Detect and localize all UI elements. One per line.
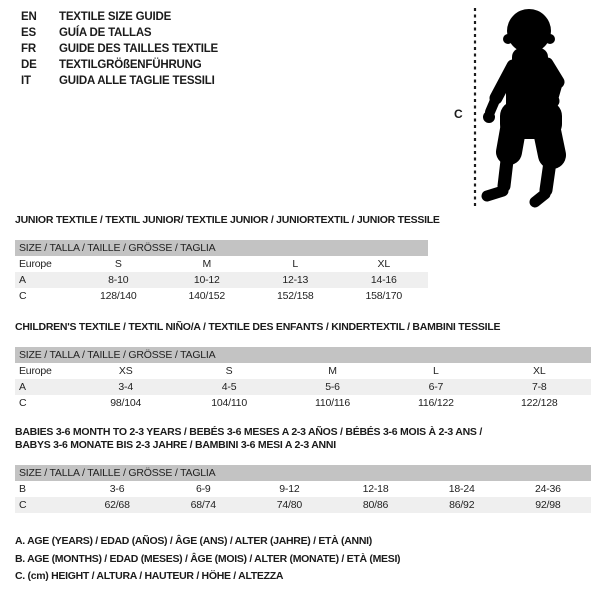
height-cell: 158/170 [365,290,403,302]
junior-table [15,256,428,304]
age-cell: 12-13 [251,272,340,288]
table-row [15,395,591,411]
table-row [15,497,591,513]
row-label: A [15,379,74,395]
row-label: A [15,272,74,288]
height-cell: 140/152 [188,290,226,302]
size-cell: M [202,258,212,270]
language-label: TEXTILE SIZE GUIDE [59,11,172,23]
language-row [21,57,218,73]
height-cell: 152/158 [276,290,314,302]
age-cell: 18-24 [448,483,475,495]
language-code: EN [21,11,37,23]
table-title-group [15,214,440,227]
age-cell: 6-9 [195,483,211,495]
language-code: FR [21,43,36,55]
height-cell: 74/80 [246,497,332,513]
table-row [15,363,591,379]
age-cell: 14-16 [340,272,429,288]
language-label: TEXTILGRÖßENFÜHRUNG [59,59,202,71]
age-cell: 8-10 [74,272,163,288]
table-row [15,272,428,288]
height-cell: 128/140 [99,290,137,302]
size-cell: XS [118,365,133,377]
row-label: B [19,483,26,495]
age-cell: 10-12 [163,272,252,288]
height-marker-label: C [454,107,463,121]
table-title-group [15,321,591,334]
size-header-band: SIZE / TALLA / TAILLE / GRÖSSE / TAGLIA [15,240,428,256]
row-label: C [19,290,27,302]
language-code: DE [21,59,37,71]
baby-silhouette-figure [440,0,600,215]
height-cell: 92/98 [505,497,591,513]
age-cell: 12-18 [362,483,389,495]
table-row [15,481,591,497]
legend-notes [15,533,400,586]
size-cell: XL [533,365,546,377]
table-title: JUNIOR TEXTILE / TEXTIL JUNIOR/ TEXTILE JUNIOR / JUNIORTEXTIL / JUNIOR TESSILE [15,214,440,226]
size-table-children [15,321,591,411]
size-cell: M [328,365,337,377]
language-row [21,25,218,41]
row-label: C [15,497,74,513]
note-age-months: B. AGE (MONTHS) / EDAD (MESES) / ÂGE (MOIS) / ALTER (MONATE) / ETÀ (MESI) [15,552,401,565]
age-cell: 9-12 [279,483,300,495]
height-cell: 98/104 [110,397,142,409]
age-cell: 3-4 [74,379,177,395]
age-cell: 5-6 [281,379,384,395]
table-title: BABIES 3-6 MONTH TO 2-3 YEARS / BEBÉS 3-6 MESES A 2-3 AÑOS / BÉBÉS 3-6 MOIS À 2-3 ANS / [15,426,483,438]
row-label: Europe [19,258,52,270]
table-row [15,379,591,395]
language-row [21,73,218,89]
table-row [15,256,428,272]
table-title: BABYS 3-6 MONATE BIS 2-3 JAHRE / BAMBINI 3-6 MESI A 2-3 ANNI [15,439,336,451]
age-cell: 4-5 [177,379,280,395]
toddler-silhouette [483,9,562,202]
size-cell: XL [377,258,390,270]
height-cell: 80/86 [332,497,418,513]
row-label: C [19,397,27,409]
babies-table [15,481,591,513]
language-list [21,9,218,89]
note-height-cm: C. (cm) HEIGHT / ALTURA / HAUTEUR / HÖHE / ALTEZZA [15,570,284,582]
language-code: ES [21,27,36,39]
age-cell: 3-6 [109,483,125,495]
height-cell: 116/122 [417,397,454,409]
size-cell: L [433,365,439,377]
language-row [21,9,218,25]
language-label: GUÍA DE TALLAS [59,27,152,39]
height-cell: 86/92 [419,497,505,513]
size-header-band: SIZE / TALLA / TAILLE / GRÖSSE / TAGLIA [15,347,591,363]
height-cell: 122/128 [521,397,558,409]
height-cell: 110/116 [314,397,350,409]
language-label: GUIDE DES TAILLES TEXTILE [59,43,218,55]
size-cell: S [225,365,233,377]
children-table [15,363,591,411]
language-row [21,41,218,57]
table-row [15,288,428,304]
age-cell: 7-8 [488,379,591,395]
age-cell: 6-7 [384,379,487,395]
note-age-years: A. AGE (YEARS) / EDAD (AÑOS) / ÂGE (ANS) / ALTER (JAHRE) / ETÀ (ANNI) [15,535,372,547]
table-title: CHILDREN'S TEXTILE / TEXTIL NIÑO/A / TEXTILE DES ENFANTS / KINDERTEXTIL / BAMBINI TESSILE [15,321,501,333]
size-table-babies [15,426,591,513]
table-title-group [15,426,591,452]
size-table-junior [15,214,440,304]
size-header-band: SIZE / TALLA / TAILLE / GRÖSSE / TAGLIA [15,465,591,481]
age-cell: 24-36 [534,483,561,495]
size-cell: L [292,258,299,270]
row-label: Europe [19,365,52,377]
language-code: IT [21,75,31,87]
height-cell: 62/68 [74,497,160,513]
height-cell: 68/74 [160,497,246,513]
language-label: GUIDA ALLE TAGLIE TESSILI [59,75,215,87]
height-cell: 104/110 [211,397,247,409]
size-cell: S [114,258,122,270]
